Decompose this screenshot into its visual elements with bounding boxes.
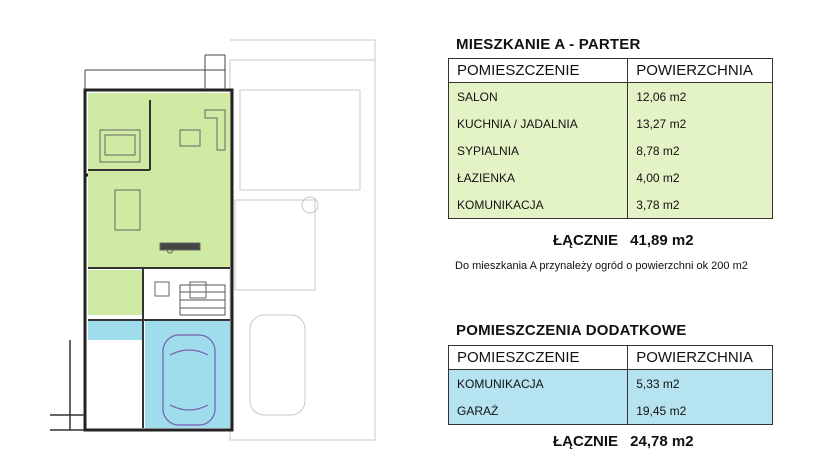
table-header-row — [449, 346, 773, 370]
table-row — [449, 164, 773, 191]
room-area: 4,00 m2 — [628, 164, 773, 191]
column-header-room: POMIESZCZENIE — [449, 346, 628, 370]
table-row — [449, 110, 773, 137]
room-area: 19,45 m2 — [628, 397, 773, 425]
neighbour-unit-outline — [230, 40, 375, 440]
flat-a-title: MIESZKANIE A - PARTER — [456, 36, 641, 53]
total-label: ŁĄCZNIE — [553, 433, 618, 450]
garden-note: Do mieszkania A przynależy ogród o powierzchni ok 200 m2 — [455, 260, 748, 272]
table-row — [449, 191, 773, 219]
garage-fill — [145, 320, 230, 428]
extra-rooms-total — [553, 433, 694, 450]
fence — [50, 340, 85, 430]
table-row — [449, 397, 773, 425]
total-label: ŁĄCZNIE — [553, 232, 618, 249]
room-area: 12,06 m2 — [628, 83, 773, 111]
total-value: 24,78 m2 — [630, 433, 694, 450]
room-name: KUCHNIA / JADALNIA — [449, 110, 628, 137]
total-value: 41,89 m2 — [630, 232, 694, 249]
room-name: KOMUNIKACJA — [449, 191, 628, 219]
flat-a-table — [448, 58, 773, 219]
flat-a-total — [553, 232, 694, 249]
terrace — [85, 55, 225, 90]
extra-rooms-title: POMIESZCZENIA DODATKOWE — [456, 322, 687, 339]
living-area-fill — [88, 93, 230, 268]
room-name: ŁAZIENKA — [449, 164, 628, 191]
extra-rooms-table — [448, 345, 773, 425]
column-header-room: POMIESZCZENIE — [449, 59, 628, 83]
column-header-area: POWIERZCHNIA — [628, 346, 773, 370]
room-area: 3,78 m2 — [628, 191, 773, 219]
floor-plan — [40, 30, 400, 450]
room-name: SALON — [449, 83, 628, 111]
column-header-area: POWIERZCHNIA — [628, 59, 773, 83]
room-name: GARAŻ — [449, 397, 628, 425]
room-area: 13,27 m2 — [628, 110, 773, 137]
hall-fill — [88, 320, 143, 340]
room-name: SYPIALNIA — [449, 137, 628, 164]
room-area: 5,33 m2 — [628, 370, 773, 398]
bathroom-fill — [88, 270, 143, 315]
table-row — [449, 137, 773, 164]
room-name: KOMUNIKACJA — [449, 370, 628, 398]
table-row — [449, 370, 773, 398]
room-area: 8,78 m2 — [628, 137, 773, 164]
table-header-row — [449, 59, 773, 83]
table-row — [449, 83, 773, 111]
stairs — [180, 285, 225, 315]
